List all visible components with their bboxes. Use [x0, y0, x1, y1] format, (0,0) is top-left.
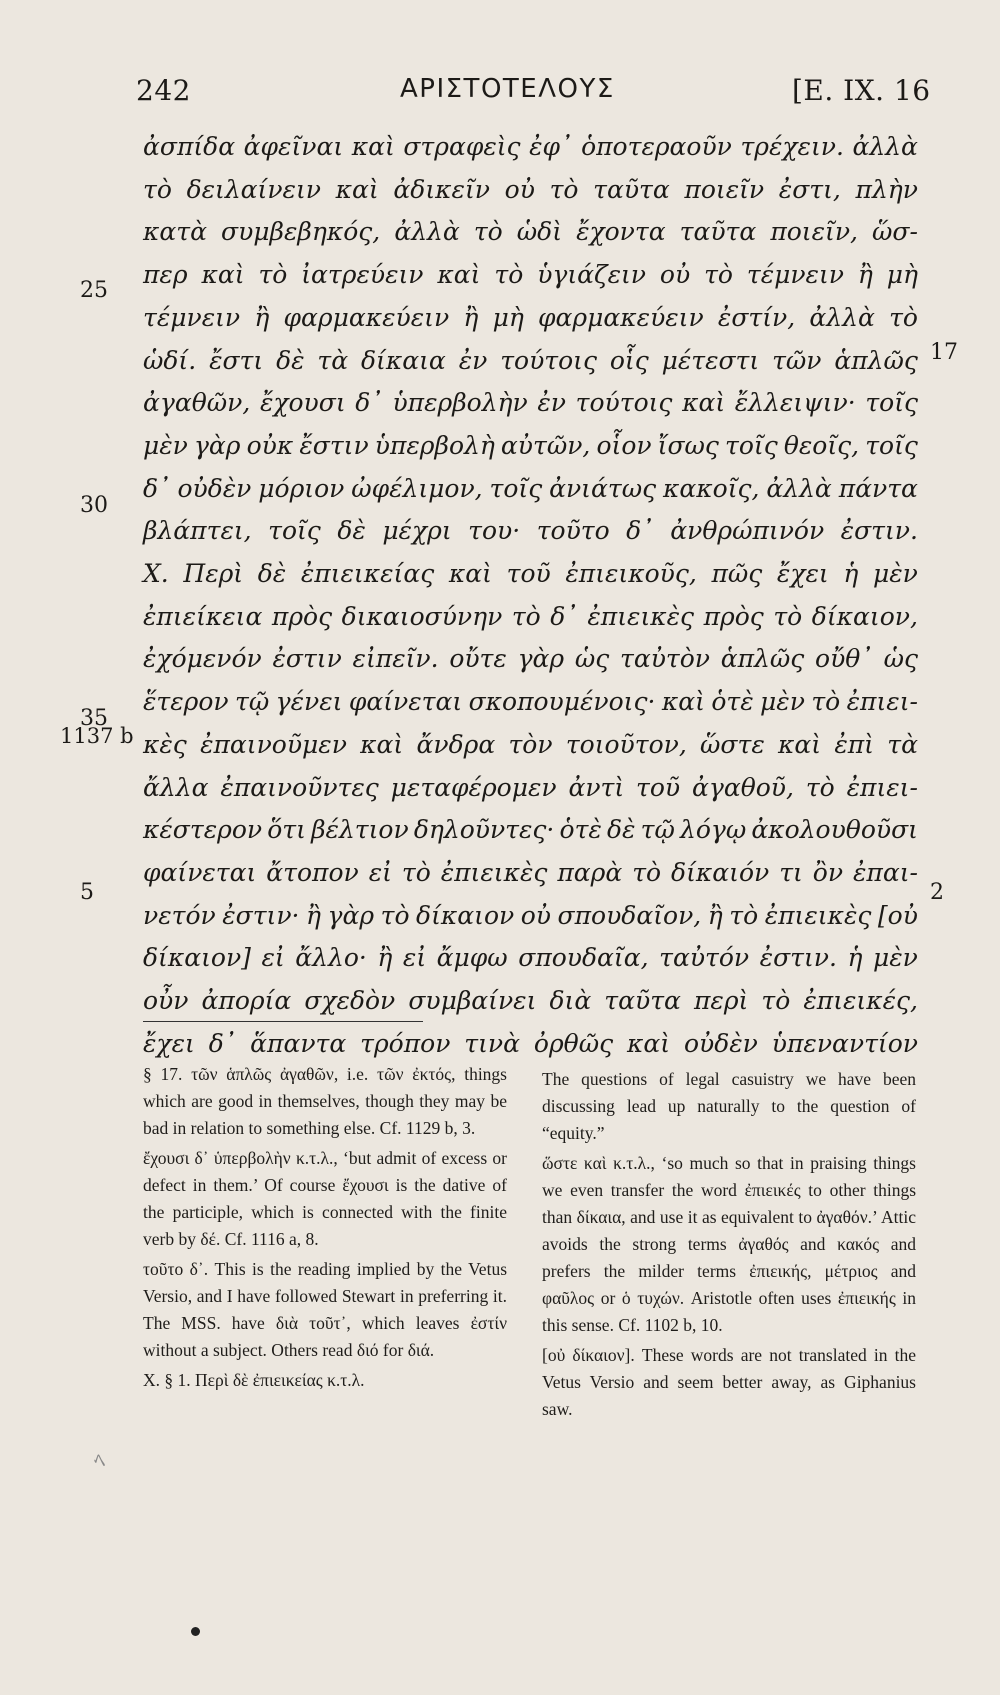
running-title: ΑΡΙΣΤΟΤΕΛΟΥΣ — [400, 74, 615, 104]
pencil-mark: ﾍ — [94, 1449, 106, 1474]
text-line: ἄλλα ἐπαινοῦντες μεταφέρομεν ἀντὶ τοῦ ἀγαθοῦ, τὸ ἐπιει- — [143, 772, 918, 802]
text-line: ὡδί. ἔστι δὲ τὰ δίκαια ἐν τούτοις οἷς μέτεστι τῶν ἁπλῶς — [143, 345, 918, 375]
section-number: 2 — [930, 880, 944, 905]
line-number: 5 — [80, 880, 94, 905]
commentary-left-column — [143, 1061, 507, 1397]
text-line: φαίνεται ἄτοπον εἰ τὸ ἐπιεικὲς παρὰ τὸ δίκαιόν τι ὂν ἐπαι- — [143, 857, 918, 887]
commentary-note: X. § 1. Περὶ δὲ ἐπιεικείας κ.τ.λ. — [143, 1370, 365, 1390]
commentary-note: § 17. τῶν ἁπλῶς ἀγαθῶν, i.e. τῶν ἐκτός, things which are good in themselves, though they may be bad in relation to something else. Cf. 1129 b, 3. — [143, 1064, 507, 1138]
text-line: περ καὶ τὸ ἰατρεύειν καὶ τὸ ὑγιάζειν οὐ τὸ τέμνειν ἢ μὴ — [143, 260, 918, 290]
footnote-rule — [143, 1021, 423, 1022]
text-line: κατὰ συμβεβηκός, ἀλλὰ τὸ ὡδὶ ἔχοντα ταῦτα ποιεῖν, ὥσ- — [143, 217, 918, 247]
text-line: δίκαιον] εἰ ἄλλο· ἢ εἰ ἄμφω σπουδαῖα, ταὐτόν ἐστιν. ἡ μὲν — [143, 943, 918, 973]
section-reference: [E. IX. 16 — [792, 74, 931, 107]
text-line: X. Περὶ δὲ ἐπιεικείας καὶ τοῦ ἐπιεικοῦς, πῶς ἔχει ἡ μὲν — [143, 559, 918, 588]
commentary-note: The questions of legal casuistry we have been discussing lead up naturally to the question of “equity.” — [542, 1069, 916, 1143]
text-line: κὲς ἐπαινοῦμεν καὶ ἄνδρα τὸν τοιοῦτον, ὥστε καὶ ἐπὶ τὰ — [143, 729, 918, 759]
commentary-right-column — [542, 1066, 916, 1426]
commentary-note: [οὐ δίκαιον]. These words are not translated in the Vetus Versio and seem better away, as Giphanius saw. — [542, 1345, 916, 1419]
text-line: μὲν γὰρ οὐκ ἔστιν ὑπερβολὴ αὐτῶν, οἷον ἴσως τοῖς θεοῖς, τοῖς — [143, 430, 918, 460]
line-number: 25 — [80, 278, 108, 303]
line-number: 35 — [80, 706, 108, 731]
text-line: νετόν ἐστιν· ἢ γὰρ τὸ δίκαιον οὐ σπουδαῖον, ἢ τὸ ἐπιεικὲς [οὐ — [143, 900, 918, 930]
bekker-page-number: 1137 b — [60, 724, 134, 748]
section-number: 17 — [930, 340, 958, 365]
text-line: ἀγαθῶν, ἔχουσι δ᾽ ὑπερβολὴν ἐν τούτοις καὶ ἔλλειψιν· τοῖς — [143, 388, 918, 418]
text-line: οὖν ἀπορία σχεδὸν συμβαίνει διὰ ταῦτα περὶ τὸ ἐπιεικές, — [143, 986, 918, 1015]
ink-dot — [191, 1627, 200, 1636]
text-line: ἕτερον τῷ γένει φαίνεται σκοπουμένοις· καὶ ὁτὲ μὲν τὸ ἐπιει- — [143, 687, 918, 717]
text-line: βλάπτει, τοῖς δὲ μέχρι του· τοῦτο δ᾽ ἀνθρώπινόν ἐστιν. — [143, 516, 918, 546]
text-line: ἐχόμενόν ἐστιν εἰπεῖν. οὔτε γὰρ ὡς ταὐτὸν ἁπλῶς οὔθ᾽ ὡς — [143, 644, 918, 674]
text-line: τὸ δειλαίνειν καὶ ἀδικεῖν οὐ τὸ ταῦτα ποιεῖν ἐστι, πλὴν — [143, 174, 918, 204]
page-number: 242 — [136, 74, 191, 107]
commentary-note: ἔχουσι δ᾽ ὑπερβολὴν κ.τ.λ., ‘but admit of excess or defect in them.’ Of course ἔχουσι is the dative of the participle, which is connected with the finite verb by δέ. Cf. 1116 a, 8. — [143, 1148, 507, 1249]
text-line: τέμνειν ἢ φαρμακεύειν ἢ μὴ φαρμακεύειν ἐστίν, ἀλλὰ τὸ — [143, 302, 918, 332]
text-line: δ᾽ οὐδὲν μόριον ὠφέλιμον, τοῖς ἀνιάτως κακοῖς, ἀλλὰ πάντα — [143, 473, 918, 503]
text-line: ἐπιείκεια πρὸς δικαιοσύνην τὸ δ᾽ ἐπιεικὲς πρὸς τὸ δίκαιον, — [143, 601, 918, 631]
text-line: κέστερον ὅτι βέλτιον δηλοῦντες· ὁτὲ δὲ τῷ λόγῳ ἀκολουθοῦσι — [143, 815, 918, 845]
text-line: ἔχει δ᾽ ἅπαντα τρόπον τινὰ ὀρθῶς καὶ οὐδὲν ὑπεναντίον — [143, 1028, 918, 1058]
commentary-note: ὥστε καὶ κ.τ.λ., ‘so much so that in praising things we even transfer the word ἐπιεικές to other things than δίκαια, and use it as equivalent to ἀγαθόν.’ Attic avoids the strong terms ἀγαθός and κακός and prefers the milder terms ἐπιεικής, μέτριος and φαῦλος or ὁ τυχών. Aristotle often uses ἐπιεικής in this sense. Cf. 1102 b, 10. — [542, 1153, 916, 1335]
commentary-note: τοῦτο δ᾽. This is the reading implied by the Vetus Versio, and I have followed Stewart in preferring it. The MSS. have διὰ τοῦτ᾽, which leaves ἐστίν without a subject. Others read διό for διά. — [143, 1259, 507, 1360]
text-line: ἀσπίδα ἀφεῖναι καὶ στραφεὶς ἐφ᾽ ὁποτεραοῦν τρέχειν. ἀλλὰ — [143, 132, 918, 161]
line-number: 30 — [80, 493, 108, 518]
